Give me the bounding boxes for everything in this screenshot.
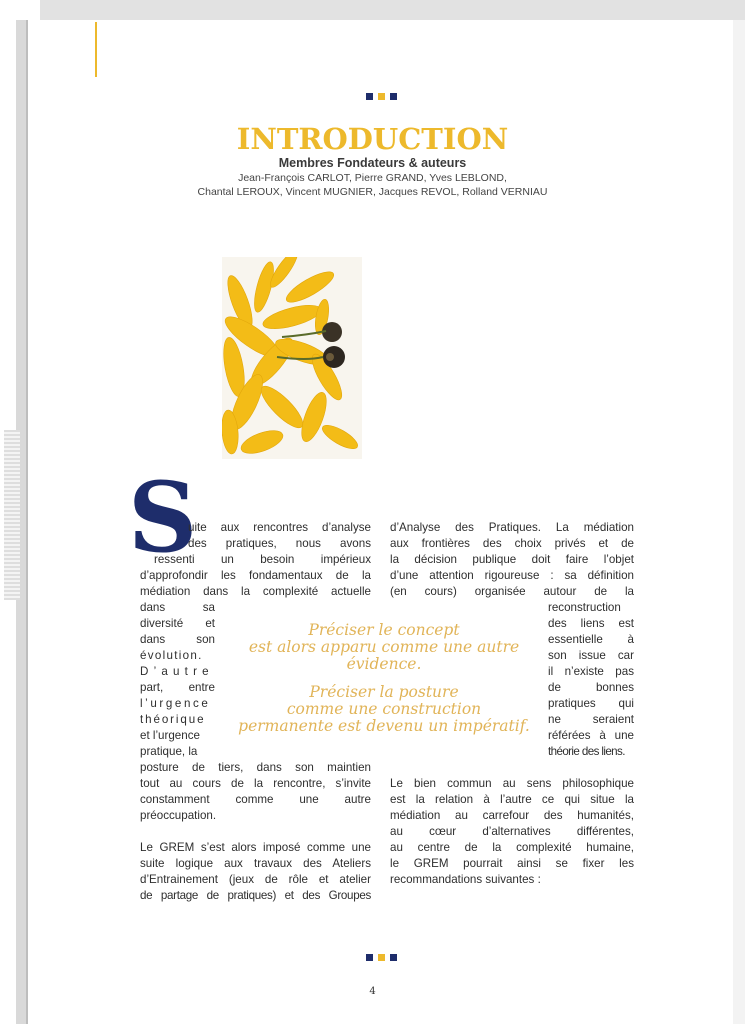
decor-squares-bottom (366, 954, 397, 961)
text-word: pratiques qui (548, 697, 634, 710)
quote-line: Préciser la posture (309, 683, 459, 701)
text-line: constamment comme une autre (140, 793, 371, 806)
text-word: D’autre (140, 665, 214, 678)
text-word: dans (140, 601, 166, 614)
text-word: évolution. (140, 649, 203, 662)
text-word: reconstruction (548, 601, 621, 614)
text-line: Le bien commun au sens philosophique (390, 777, 634, 790)
text-line: suite logique aux travaux des Ateliers (140, 857, 371, 870)
gold-margin-bar (95, 22, 97, 77)
text-word: théorie des liens. (548, 745, 625, 758)
text-line: médiation dans la complexité actuelle (140, 585, 371, 598)
authors-line-1: Jean-François CARLOT, Pierre GRAND, Yves LEBLOND, (238, 172, 507, 184)
square-gold (378, 93, 385, 100)
text-word: son issue car (548, 649, 634, 662)
text-line: de partage de pratiques) et des Groupes (140, 889, 371, 902)
text-word: l’urgence (140, 697, 211, 710)
scan-texture (4, 430, 20, 600)
text-word: théorique (140, 713, 206, 726)
text-word: et (205, 617, 215, 630)
text-line: la décision publique doit faire l’objet (390, 553, 634, 566)
text-word: des liens est (548, 617, 634, 630)
yellow-petals-image (222, 257, 362, 459)
authors-heading: Membres Fondateurs & auteurs (278, 156, 467, 170)
square-navy (390, 93, 397, 100)
text-word: son (196, 633, 215, 646)
text-line: (en cours) organisée autour de la (390, 585, 634, 598)
text-word: ne seraient (548, 713, 634, 726)
square-navy (366, 93, 373, 100)
text-line: médiation au carrefour des humanités, (390, 809, 634, 822)
square-navy (366, 954, 373, 961)
scan-edge-line (26, 20, 28, 1024)
text-word: essentielle à (548, 633, 634, 646)
text-word: entre (188, 681, 215, 694)
drop-cap: S (128, 461, 198, 574)
square-gold (378, 954, 385, 961)
text-line: tout au cours de la rencontre, s’invite (140, 777, 371, 790)
authors-line-2: Chantal LEROUX, Vincent MUGNIER, Jacques REVOL, Rolland VERNIAU (197, 186, 548, 198)
flower-photo (222, 257, 362, 459)
text-line: posture de tiers, dans son maintien (140, 761, 371, 774)
square-navy (390, 954, 397, 961)
page-title: INTRODUCTION (236, 122, 509, 156)
text-line: d’Entrainement (jeux de rôle et atelier (140, 873, 371, 886)
text-word: pratique, la (140, 745, 198, 758)
text-line: d’une attention rigoureuse : sa définition (390, 569, 634, 582)
text-line: au cœur d’alternatives différentes, (390, 825, 634, 838)
text-line: au centre de la complexité humaine, (390, 841, 634, 854)
text-word: sa (202, 601, 215, 614)
text-line: d’Analyse des Pratiques. La médiation (390, 521, 634, 534)
text-line: recommandations suivantes : (390, 873, 541, 886)
text-word: part, (140, 681, 164, 694)
text-word: et l’urgence (140, 729, 200, 742)
text-word: diversité (140, 617, 184, 630)
text-line: le GREM pourrait ainsi se fixer les (390, 857, 634, 870)
text-line: Le GREM s’est alors imposé comme une (140, 841, 371, 854)
text-line: uite aux rencontres d’analyse (188, 521, 371, 534)
quote-line: est alors apparu comme une autre (248, 638, 520, 656)
decor-squares-top (366, 93, 397, 100)
text-line: ressenti un besoin impérieux (154, 553, 371, 566)
text-line: d’approfondir les fondamentaux de la (140, 569, 371, 582)
text-word: référées à une (548, 729, 634, 742)
text-line: des pratiques, nous avons (188, 537, 371, 550)
page-number: 4 (369, 986, 376, 997)
quote-line: évidence. (346, 655, 422, 673)
text-word: dans (140, 633, 166, 646)
text-line: aux frontières des choix privés et de (390, 537, 634, 550)
text-line: préoccupation. (140, 809, 217, 822)
scan-border-right (733, 20, 745, 1024)
quote-line: Préciser le concept (308, 621, 460, 639)
quote-line: comme une construction (286, 700, 482, 718)
scan-border-top (0, 0, 745, 20)
text-line: est la relation à l’autre ce qui situe la (390, 793, 634, 806)
quote-line: permanente est devenu un impératif. (238, 717, 530, 735)
text-word: de bonnes (548, 681, 634, 694)
text-word: il n’existe pas (548, 665, 634, 678)
